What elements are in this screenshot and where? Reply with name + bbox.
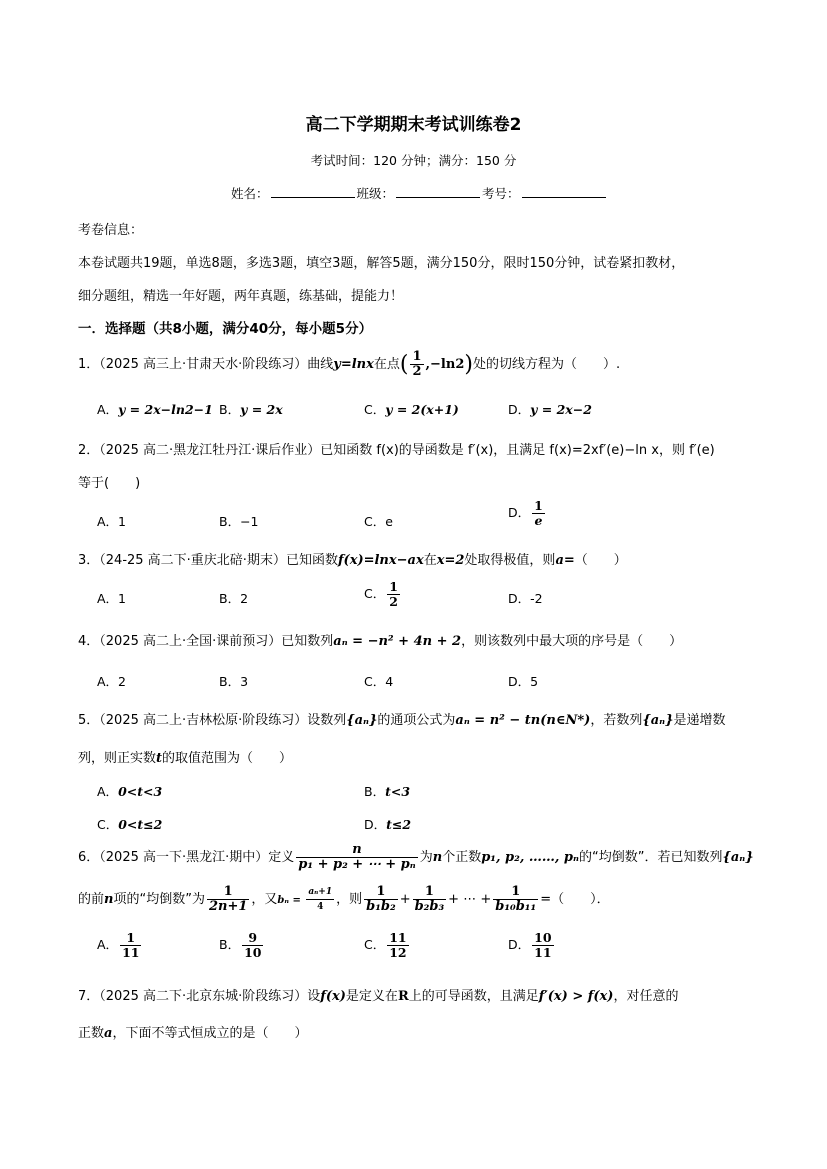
q3-option-a[interactable]: A．1 bbox=[97, 591, 127, 606]
class-label: 班级： bbox=[356, 186, 395, 201]
question-2-line-2: 等于( ) bbox=[78, 476, 141, 491]
q1-point-fraction: $\frac{1}{2}$ bbox=[412, 349, 422, 379]
name-blank bbox=[271, 184, 355, 198]
name-label: 姓名： bbox=[231, 186, 269, 201]
question-7-line-1: 7．（2025 高二下·北京东城·阶段练习）设f(x)是定义在R上的可导函数，且满足f′(x) > f(x)，对任意的 bbox=[78, 989, 679, 1004]
q3-a: a= bbox=[555, 553, 575, 568]
q1-stem: 1．（2025 高三上·甘肃天水·阶段练习）曲线 bbox=[78, 357, 334, 372]
q1-paren-open: ( bbox=[399, 352, 409, 377]
q5-formula: aₙ = n² − tn(n∈N*) bbox=[455, 713, 591, 728]
q5-option-a[interactable]: A．0<t<3 bbox=[97, 784, 163, 799]
q1-option-d[interactable]: D．y = 2x−2 bbox=[508, 402, 592, 417]
q3-function: f(x)=lnx−ax bbox=[337, 553, 424, 568]
q3-option-c[interactable]: C． $\frac{1}{2}$ bbox=[364, 579, 398, 609]
section-heading: 一．选择题（共8小题，满分40分，每小题5分） bbox=[78, 321, 373, 337]
q1-option-a[interactable]: A．y = 2x−ln2−1 bbox=[97, 402, 213, 417]
q1-option-c[interactable]: C．y = 2(x+1) bbox=[364, 402, 459, 417]
question-2-line-1: 2．（2025 高二·黑龙江牡丹江·课后作业）已知函数 f(x)的导函数是 f′(x)，且满足 f(x)=2xf′(e)−ln x，则 f′(e) bbox=[78, 443, 715, 458]
q5-option-c[interactable]: C．0<t≤2 bbox=[97, 817, 163, 832]
q3-option-d[interactable]: D．-2 bbox=[508, 591, 543, 606]
q6-option-c[interactable]: C． $\frac{11}{12}$ bbox=[364, 930, 407, 960]
q6-option-b[interactable]: B． $\frac{9}{10}$ bbox=[219, 930, 262, 960]
id-blank bbox=[522, 184, 606, 198]
q6-definition-fraction: $\frac{n}{\text{p₁ + p₂ + ⋯ + pₙ}}$ bbox=[298, 842, 416, 872]
q1-paren-close: ) bbox=[464, 352, 473, 377]
q2-option-c[interactable]: C．e bbox=[364, 514, 393, 529]
id-label: 考号： bbox=[482, 186, 520, 201]
question-1 bbox=[78, 350, 620, 379]
class-blank bbox=[396, 184, 480, 198]
q4-option-b[interactable]: B．3 bbox=[219, 674, 249, 689]
q3-option-b[interactable]: B．2 bbox=[219, 591, 249, 606]
question-5-line-2: 列，则正实数t的取值范围为（ ） bbox=[78, 751, 293, 766]
question-3: 3．（24-25 高二下·重庆北碚·期末）已知函数f(x)=lnx−ax在x=2处取得极值，则a=（ ） bbox=[78, 553, 627, 568]
question-4: 4．（2025 高二上·全国·课前预习）已知数列aₙ = −n² + 4n + 2，则该数列中最大项的序号是（ ） bbox=[78, 634, 683, 649]
q6-option-d[interactable]: D． $\frac{10}{11}$ bbox=[508, 930, 552, 960]
q2-option-b[interactable]: B．−1 bbox=[219, 514, 259, 529]
info-line-1: 本卷试题共19题，单选8题，多选3题，填空3题，解答5题，满分150分，限时150分钟，试卷紧扣教材， bbox=[78, 256, 685, 271]
question-6-line-2: 的前n项的“均倒数”为 $\frac{1}{2n+1}$ ，又bₙ = $\frac{\text{aₙ+1}}{4}$ ，则 $\frac{1}{\text{b₁b₂}}$ + $\frac{1}{\text{b₂b₃}}$ + ⋯ + $\frac{1}{\text{b₁₀b₁₁}}$ =（ ）． bbox=[78, 884, 610, 914]
q5-option-d[interactable]: D．t≤2 bbox=[364, 817, 412, 832]
q2-option-a[interactable]: A．1 bbox=[97, 514, 127, 529]
q2-option-d[interactable]: D． $\frac{1}{e}$ bbox=[508, 498, 543, 528]
q4-sequence: aₙ = −n² + 4n + 2 bbox=[333, 634, 462, 649]
q1-point-rest: ,−ln2 bbox=[425, 357, 465, 372]
q1-mid: 在点 bbox=[373, 357, 400, 372]
exam-info: 考试时间：120 分钟；满分：150 分 bbox=[310, 153, 517, 168]
q4-option-c[interactable]: C．4 bbox=[364, 674, 394, 689]
info-heading: 考卷信息： bbox=[78, 223, 144, 238]
question-5-line-1: 5．（2025 高二上·吉林松原·阶段练习）设数列{aₙ}的通项公式为aₙ = n² − tn(n∈N*)，若数列{aₙ}是递增数 bbox=[78, 713, 726, 728]
info-line-2: 细分题组，精选一年好题，两年真题，练基础，提能力！ bbox=[78, 289, 404, 304]
q6-option-a[interactable]: A． $\frac{1}{11}$ bbox=[97, 930, 140, 960]
student-info-row bbox=[231, 184, 608, 202]
q4-option-d[interactable]: D．5 bbox=[508, 674, 539, 689]
page-title: 高二下学期期末考试训练卷2 bbox=[305, 115, 522, 135]
q4-option-a[interactable]: A．2 bbox=[97, 674, 127, 689]
q7-condition: f′(x) > f(x) bbox=[538, 989, 614, 1004]
q1-option-b[interactable]: B．y = 2x bbox=[219, 402, 283, 417]
q1-end: 处的切线方程为（ ）. bbox=[472, 357, 621, 372]
question-7-line-2: 正数a，下面不等式恒成立的是（ ） bbox=[78, 1026, 308, 1041]
question-6-line-1: 6．（2025 高一下·黑龙江·期中）定义 $\frac{n}{\text{p₁ + p₂ + ⋯ + pₙ}}$ 为n个正数p₁, p₂, ……, pₙ的“均倒数”．若已知数列{aₙ} bbox=[78, 842, 754, 872]
q3-x-value: x=2 bbox=[436, 553, 465, 568]
q5-option-b[interactable]: B．t<3 bbox=[364, 784, 411, 799]
q1-curve: y=lnx bbox=[333, 357, 374, 372]
